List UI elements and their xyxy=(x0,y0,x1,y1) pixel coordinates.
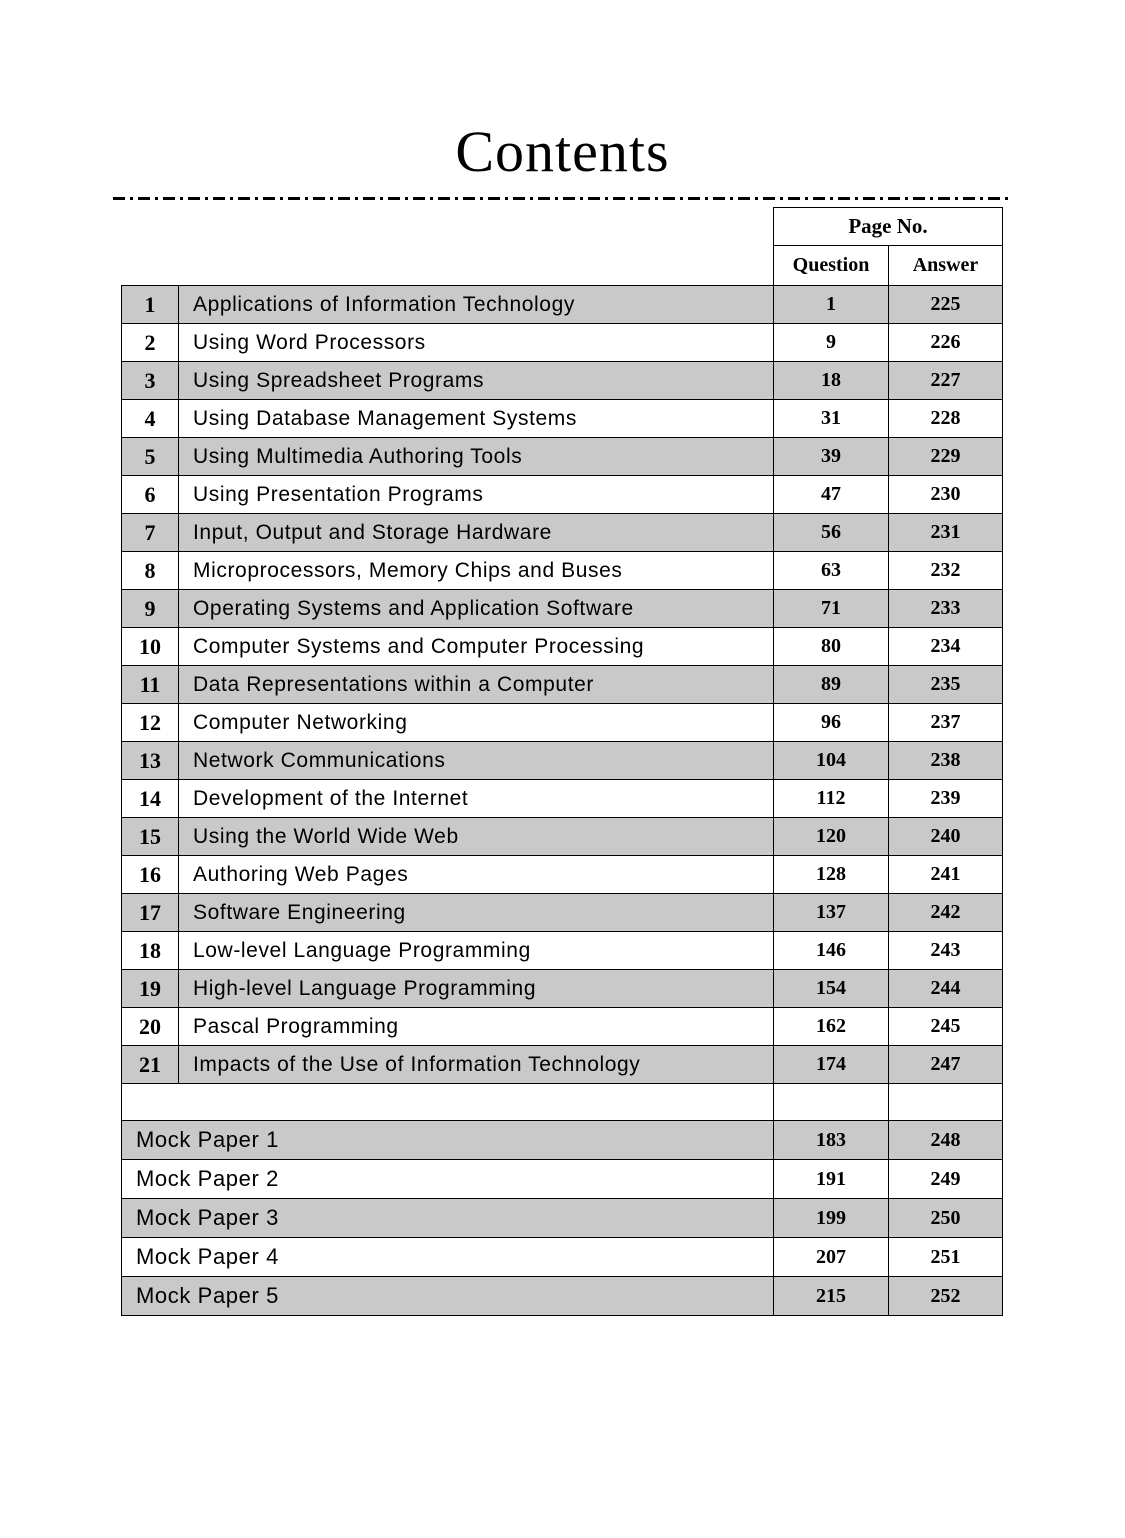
answer-page: 225 xyxy=(889,286,1003,324)
page-no-header-row xyxy=(122,208,1003,246)
table-row xyxy=(122,476,1003,514)
table-row xyxy=(122,932,1003,970)
chapter-title: Network Communications xyxy=(179,742,774,780)
table-row xyxy=(122,856,1003,894)
table-row xyxy=(122,704,1003,742)
question-page: 207 xyxy=(774,1238,889,1277)
chapter-title: Using Multimedia Authoring Tools xyxy=(179,438,774,476)
question-page: 1 xyxy=(774,286,889,324)
answer-page: 230 xyxy=(889,476,1003,514)
table-row xyxy=(122,324,1003,362)
question-page: 112 xyxy=(774,780,889,818)
chapter-title: Impacts of the Use of Information Technology xyxy=(179,1046,774,1084)
table-row xyxy=(122,552,1003,590)
mock-paper-title: Mock Paper 2 xyxy=(122,1160,774,1199)
answer-page: 226 xyxy=(889,324,1003,362)
contents-table xyxy=(121,207,1003,1316)
chapter-title: Applications of Information Technology xyxy=(179,286,774,324)
answer-page: 227 xyxy=(889,362,1003,400)
answer-page: 238 xyxy=(889,742,1003,780)
answer-page: 243 xyxy=(889,932,1003,970)
chapter-number: 12 xyxy=(122,704,179,742)
answer-page: 241 xyxy=(889,856,1003,894)
question-column-header: Question xyxy=(774,246,889,286)
table-row xyxy=(122,590,1003,628)
chapter-number: 14 xyxy=(122,780,179,818)
mock-paper-title: Mock Paper 5 xyxy=(122,1277,774,1316)
chapter-title: Computer Systems and Computer Processing xyxy=(179,628,774,666)
question-page: 199 xyxy=(774,1199,889,1238)
question-page: 215 xyxy=(774,1277,889,1316)
divider xyxy=(113,197,1013,200)
question-page: 96 xyxy=(774,704,889,742)
table-row xyxy=(122,742,1003,780)
chapter-title: Input, Output and Storage Hardware xyxy=(179,514,774,552)
answer-page: 252 xyxy=(889,1277,1003,1316)
chapter-title: Development of the Internet xyxy=(179,780,774,818)
chapter-number: 11 xyxy=(122,666,179,704)
table-row xyxy=(122,666,1003,704)
chapter-number: 1 xyxy=(122,286,179,324)
chapter-title: Using Word Processors xyxy=(179,324,774,362)
chapter-title: Computer Networking xyxy=(179,704,774,742)
question-page: 162 xyxy=(774,1008,889,1046)
page-no-header: Page No. xyxy=(774,208,1003,246)
question-page: 80 xyxy=(774,628,889,666)
question-page: 47 xyxy=(774,476,889,514)
table-row xyxy=(122,1008,1003,1046)
table-row xyxy=(122,894,1003,932)
mock-paper-title: Mock Paper 3 xyxy=(122,1199,774,1238)
question-page: 146 xyxy=(774,932,889,970)
table-row xyxy=(122,438,1003,476)
question-page: 9 xyxy=(774,324,889,362)
mock-paper-title: Mock Paper 1 xyxy=(122,1121,774,1160)
question-page: 39 xyxy=(774,438,889,476)
answer-page: 229 xyxy=(889,438,1003,476)
chapter-number: 7 xyxy=(122,514,179,552)
question-page: 63 xyxy=(774,552,889,590)
question-page: 89 xyxy=(774,666,889,704)
chapter-title: Low-level Language Programming xyxy=(179,932,774,970)
chapter-number: 6 xyxy=(122,476,179,514)
chapter-title: Data Representations within a Computer xyxy=(179,666,774,704)
answer-page: 228 xyxy=(889,400,1003,438)
spacer-cell xyxy=(889,1084,1003,1121)
question-page: 191 xyxy=(774,1160,889,1199)
chapter-number: 5 xyxy=(122,438,179,476)
answer-page: 233 xyxy=(889,590,1003,628)
table-row xyxy=(122,514,1003,552)
chapter-title: Using Database Management Systems xyxy=(179,400,774,438)
table-row xyxy=(122,1277,1003,1316)
answer-page: 235 xyxy=(889,666,1003,704)
question-page: 56 xyxy=(774,514,889,552)
question-page: 137 xyxy=(774,894,889,932)
blank-header-cell xyxy=(179,208,774,246)
spacer-cell xyxy=(122,1084,774,1121)
table-row xyxy=(122,1199,1003,1238)
chapter-title: Software Engineering xyxy=(179,894,774,932)
chapter-title: Using the World Wide Web xyxy=(179,818,774,856)
chapter-number: 18 xyxy=(122,932,179,970)
question-page: 174 xyxy=(774,1046,889,1084)
chapter-number: 16 xyxy=(122,856,179,894)
blank-header-cell xyxy=(122,208,179,246)
table-row xyxy=(122,780,1003,818)
question-page: 71 xyxy=(774,590,889,628)
chapter-number: 8 xyxy=(122,552,179,590)
blank-header-cell xyxy=(179,246,774,286)
chapter-number: 10 xyxy=(122,628,179,666)
chapter-number: 19 xyxy=(122,970,179,1008)
question-page: 154 xyxy=(774,970,889,1008)
chapter-number: 17 xyxy=(122,894,179,932)
toc-body xyxy=(122,286,1003,1316)
table-row xyxy=(122,286,1003,324)
table-row xyxy=(122,1160,1003,1199)
chapter-title: Using Spreadsheet Programs xyxy=(179,362,774,400)
answer-page: 250 xyxy=(889,1199,1003,1238)
table-row xyxy=(122,818,1003,856)
chapter-title: Pascal Programming xyxy=(179,1008,774,1046)
answer-page: 249 xyxy=(889,1160,1003,1199)
question-page: 128 xyxy=(774,856,889,894)
table-row xyxy=(122,362,1003,400)
table-row xyxy=(122,1121,1003,1160)
spacer-row xyxy=(122,1084,1003,1121)
chapter-number: 4 xyxy=(122,400,179,438)
chapter-number: 20 xyxy=(122,1008,179,1046)
page-title: Contents xyxy=(455,119,670,184)
answer-page: 245 xyxy=(889,1008,1003,1046)
chapter-title: Microprocessors, Memory Chips and Buses xyxy=(179,552,774,590)
chapter-number: 3 xyxy=(122,362,179,400)
answer-page: 231 xyxy=(889,514,1003,552)
question-page: 31 xyxy=(774,400,889,438)
answer-page: 237 xyxy=(889,704,1003,742)
chapter-number: 13 xyxy=(122,742,179,780)
question-page: 183 xyxy=(774,1121,889,1160)
answer-page: 242 xyxy=(889,894,1003,932)
chapter-number: 2 xyxy=(122,324,179,362)
sub-header-row xyxy=(122,246,1003,286)
chapter-title: High-level Language Programming xyxy=(179,970,774,1008)
blank-header-cell xyxy=(122,246,179,286)
answer-page: 239 xyxy=(889,780,1003,818)
answer-page: 248 xyxy=(889,1121,1003,1160)
answer-page: 234 xyxy=(889,628,1003,666)
chapter-number: 9 xyxy=(122,590,179,628)
table-row xyxy=(122,628,1003,666)
table-row xyxy=(122,970,1003,1008)
answer-page: 232 xyxy=(889,552,1003,590)
answer-page: 251 xyxy=(889,1238,1003,1277)
chapter-title: Using Presentation Programs xyxy=(179,476,774,514)
chapter-title: Operating Systems and Application Software xyxy=(179,590,774,628)
chapter-number: 15 xyxy=(122,818,179,856)
mock-paper-title: Mock Paper 4 xyxy=(122,1238,774,1277)
answer-column-header: Answer xyxy=(889,246,1003,286)
table-row xyxy=(122,1238,1003,1277)
spacer-cell xyxy=(774,1084,889,1121)
question-page: 120 xyxy=(774,818,889,856)
answer-page: 247 xyxy=(889,1046,1003,1084)
question-page: 18 xyxy=(774,362,889,400)
chapter-number: 21 xyxy=(122,1046,179,1084)
table-header xyxy=(122,208,1003,286)
chapter-title: Authoring Web Pages xyxy=(179,856,774,894)
table-row xyxy=(122,400,1003,438)
answer-page: 240 xyxy=(889,818,1003,856)
question-page: 104 xyxy=(774,742,889,780)
table-row xyxy=(122,1046,1003,1084)
answer-page: 244 xyxy=(889,970,1003,1008)
